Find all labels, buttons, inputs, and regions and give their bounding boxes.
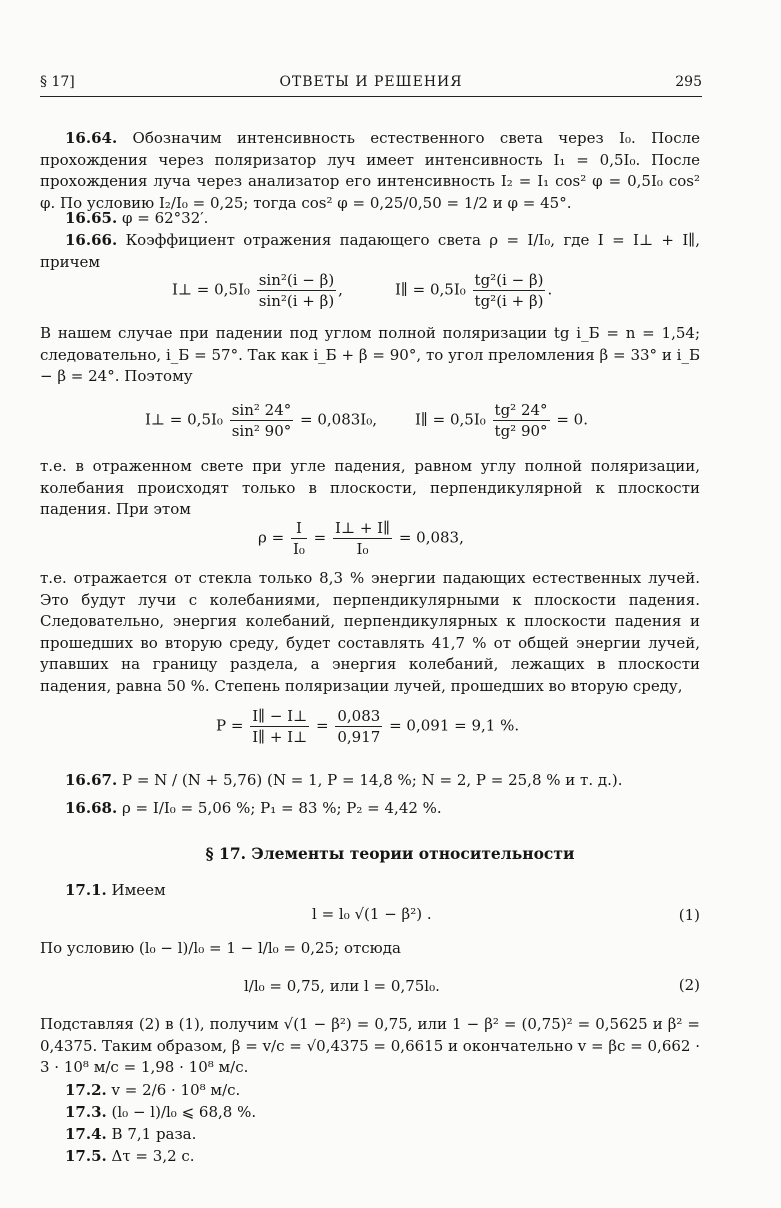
problem-label: 16.67. [65,771,118,789]
paragraph-text: По условию (l₀ − l)/l₀ = 1 − l/l₀ = 0,25; отсюда [40,939,401,957]
problem-16-67 [40,770,700,792]
section-title: § 17. Элементы теории относительности [205,844,575,863]
fraction [493,400,550,441]
problem-label: 16.66. [65,231,118,249]
problem-label: 16.65. [65,209,118,227]
problem-text: Обозначим интенсивность естественного света через I₀. После прохождения через поляризатор луч имеет интенсивность I₁ = 0,5I₀. После прохождения луча через анализатор его интенсивность I₂ = I₁ cos² φ = 0,5I₀ cos² φ. По условию I₂/I₀ = 0,25; тогда cos² φ = 0,25/0,50 = 1/2 и φ = 45°. [40,129,700,212]
paragraph-brewster [40,323,700,388]
formula-length-contraction: l = l₀ √(1 − β²) . [312,905,432,923]
denominator: sin² 90° [231,422,292,440]
problem-text: ρ = I/I₀ = 5,06 %; P₁ = 83 %; P₂ = 4,42 %. [117,799,442,817]
paragraph-text: т.е. в отраженном свете при угле падения, равном углу полной поляризации, колебания происходят только в плоскости, перпендикулярной к плоскости падения. При этом [40,457,700,518]
paragraph-text: Подставляя (2) в (1), получим √(1 − β²) = 0,75, или 1 − β² = (0,75)² = 0,5625 и β² = 0,4375. Таким образом, β = v/c = √0,4375 = 0,6615 и окончательно v = βc = 0,662 · 3 · 10⁸ м/с = 1,98 · 10⁸ м/с. [40,1015,700,1076]
formula-ratio: l/l₀ = 0,75, или l = 0,75l₀. [244,977,440,995]
formula-part: = 0,083I₀, [300,410,378,429]
fraction [333,518,392,559]
problem-17-3 [40,1102,700,1124]
denominator: I₀ [292,540,305,558]
paragraph-text: т.е. отражается от стекла только 8,3 % энергии падающих естественных лучей. Это будут лучи с колебаниями, перпендикулярными к плоскости падения. Следовательно, энергия колебаний, перпендикулярных к плоскости падения и прошедших во вторую среду, будет составлять 41,7 % от общей энергии лучей, упавших на границу раздела, а энергия колебаний, лежащих в плоскости падения, равна 50 %. Степень поляризации лучей, прошедших во вторую среду, [40,569,700,695]
formula-intensity-perp: I⊥ = 0,5I₀ $\frac{\text{sin²(i − β)}}{\text{sin²(i + β)}}$ , [172,271,343,310]
formula-part: I∥ = 0,5I₀ [415,410,486,429]
formula-part: = 0,091 = 9,1 %. [389,716,520,735]
numerator: tg² 24° [494,401,548,419]
problem-17-4 [40,1124,700,1146]
problem-16-66 [40,230,700,273]
problem-16-68 [40,798,700,820]
formula-polarization-degree [216,706,519,747]
problem-text: (l₀ − l)/l₀ ⩽ 68,8 %. [106,1103,257,1121]
problem-16-64 [40,128,700,214]
fraction [257,270,336,311]
numerator: 0,083 [337,707,381,725]
formula-part: = [313,528,327,547]
equation-number: (1) [678,906,700,924]
denominator: 0,917 [337,728,381,746]
numerator: I∥ − I⊥ [252,707,308,725]
fraction [250,706,309,747]
paragraph-condition [40,938,700,960]
fraction [230,400,294,441]
problem-label: 17.1. [65,881,107,899]
problem-16-65 [40,208,700,230]
formula-par-value [415,400,588,441]
problem-label: 17.2. [65,1081,107,1099]
denominator: tg² 90° [494,422,548,440]
paragraph-substitution [40,1014,700,1079]
formula-part: I∥ = 0,5I₀ [395,280,466,299]
problem-text: P = N / (N + 5,76) (N = 1, P = 14,8 %; N = 2, P = 25,8 % и т. д.). [117,771,623,789]
numerator: sin²(i − β) [258,271,335,289]
problem-17-1 [40,880,700,902]
denominator: tg²(i + β) [474,292,544,310]
formula-reflection-coefficient [258,518,464,559]
problem-text: В 7,1 раза. [106,1125,197,1143]
denominator: I∥ + I⊥ [252,728,308,746]
problem-text: v = 2/6 · 10⁸ м/с. [106,1081,241,1099]
numerator: I [291,518,307,539]
formula-part: I⊥ = 0,5I₀ [172,280,250,299]
problem-text: Имеем [106,881,166,899]
paragraph-text: В нашем случае при падении под углом полной поляризации tg i_Б = n = 1,54; следовательно, i_Б = 57°. Так как i_Б + β = 90°, то угол преломления β = 33° и i_Б − β = 24°. Поэтому [40,324,700,385]
formula-part: = [316,716,329,735]
fraction [473,270,546,311]
problem-label: 17.5. [65,1147,107,1165]
problem-17-2 [40,1080,700,1102]
header-section: § 17] [40,74,75,90]
formula-part: = 0. [556,410,588,429]
equation-number: (2) [678,976,700,994]
problem-label: 17.3. [65,1103,107,1121]
problem-text: Коэффициент отражения падающего света ρ = I/I₀, где I = I⊥ + I∥, причем [40,231,700,271]
formula-part: I⊥ = 0,5I₀ [145,410,223,429]
denominator: sin²(i + β) [258,292,335,310]
problem-text: φ = 62°32′. [117,209,209,227]
paragraph-energy [40,568,700,697]
numerator: tg²(i − β) [474,271,544,289]
problem-label: 16.68. [65,799,118,817]
paragraph-reflected [40,456,700,521]
fraction [291,518,307,559]
page-number: 295 [675,74,702,90]
formula-part: P = [216,716,244,735]
page-header [40,74,702,97]
formula-intensity-par: I∥ = 0,5I₀ $\frac{\text{tg²(i − β)}}{\text{tg²(i + β)}}$ . [395,271,553,310]
formula-perp-value [145,400,377,441]
fraction [335,706,382,747]
numerator: I⊥ + I∥ [335,519,391,537]
formula-part: = 0,083, [398,528,464,547]
numerator: sin² 24° [231,401,292,419]
header-title: ОТВЕТЫ И РЕШЕНИЯ [279,74,463,90]
problem-text: Δτ = 3,2 с. [106,1147,195,1165]
problem-label: 17.4. [65,1125,107,1143]
denominator: I₀ [356,540,369,558]
formula-part: ρ = [258,528,285,547]
problem-label: 16.64. [65,129,118,147]
problem-17-5 [40,1146,700,1168]
